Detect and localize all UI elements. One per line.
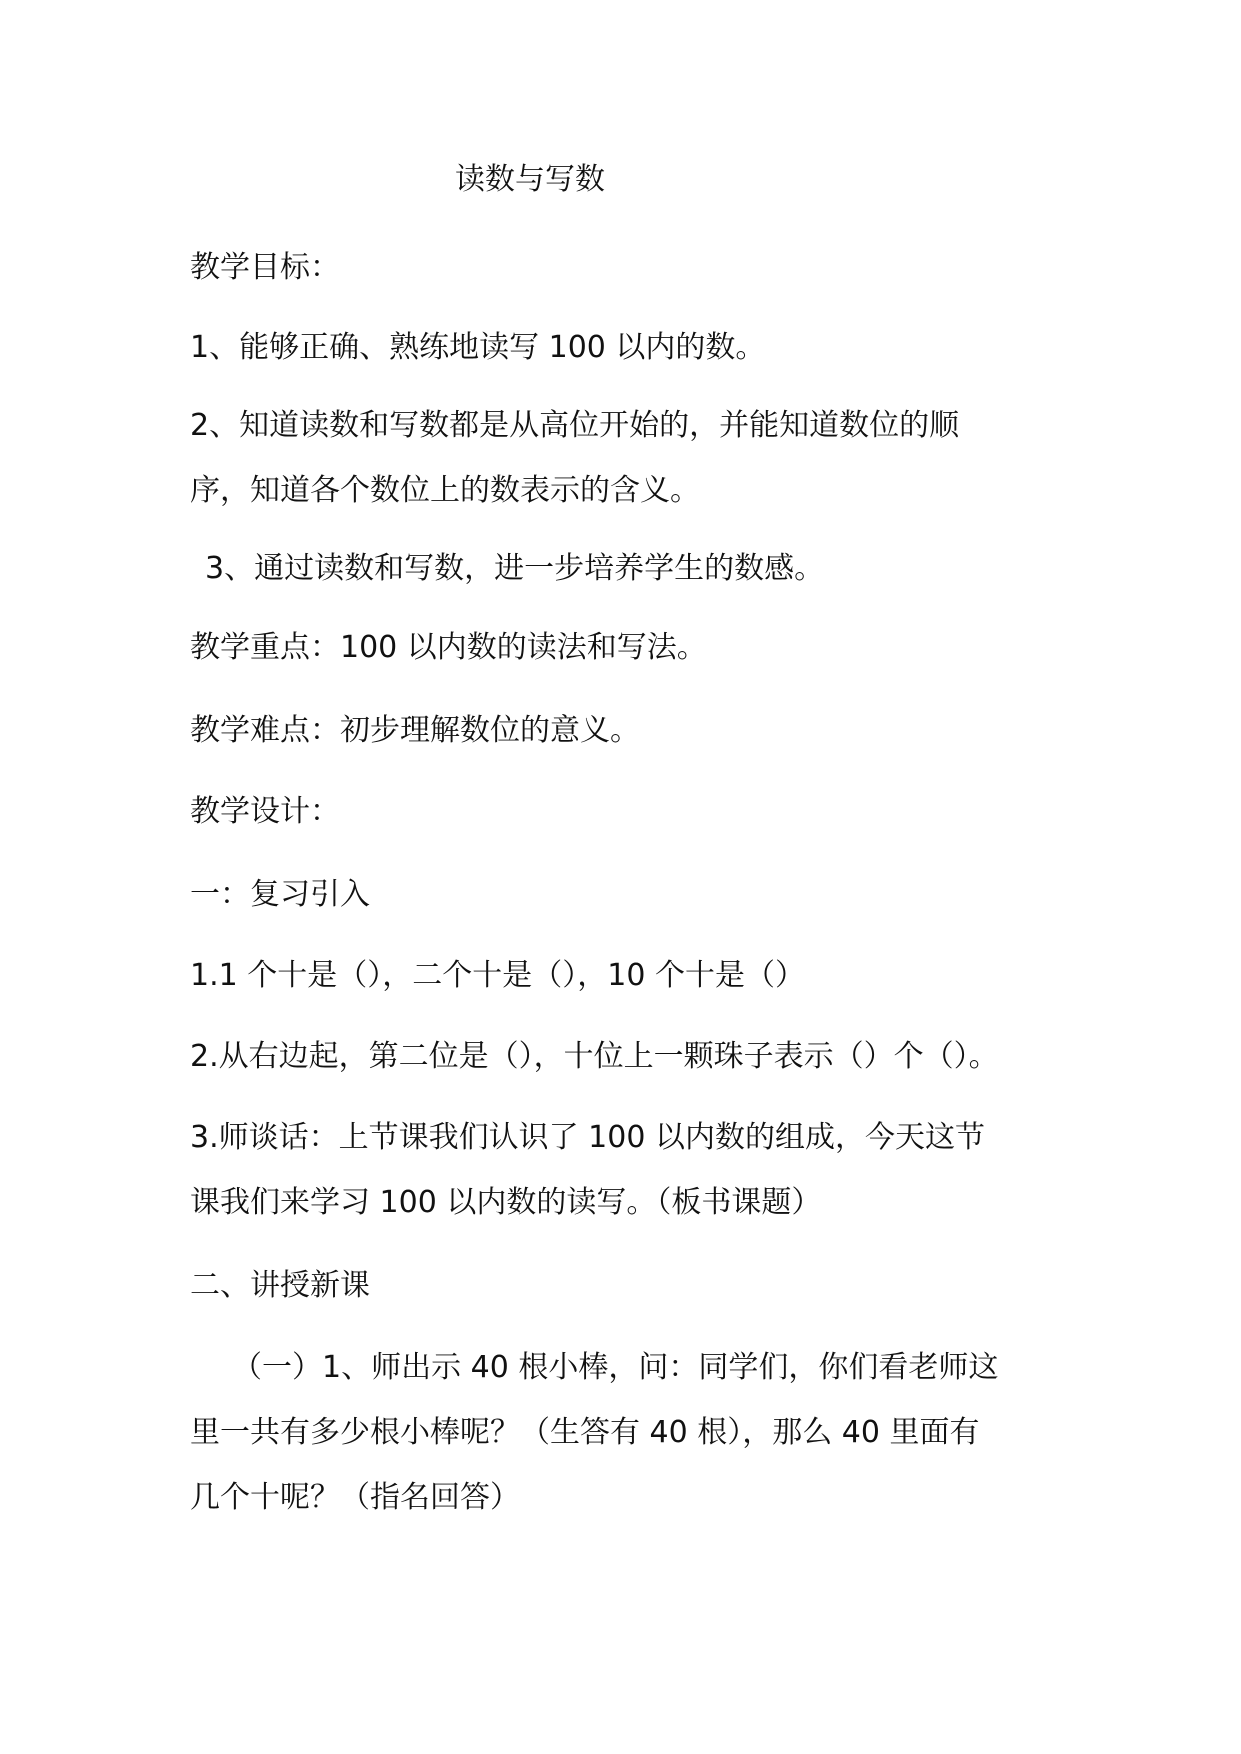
difficulty: 教学难点：初步理解数位的意义。 [190,713,640,748]
key-point: 教学重点：100 以内数的读法和写法。 [190,630,707,665]
objective-2-line-2: 序，知道各个数位上的数表示的含义。 [190,473,700,508]
new-lesson-line-1: （一）1、师出示 40 根小棒，问：同学们，你们看老师这 [232,1350,999,1385]
review-question-3-line-1: 3.师谈话：上节课我们认识了 100 以内数的组成，今天这节 [190,1120,985,1155]
document-title: 读数与写数 [455,162,605,197]
objective-2-line-1: 2、知道读数和写数都是从高位开始的，并能知道数位的顺 [190,408,960,443]
review-question-2: 2.从右边起，第二位是（），十位上一颗珠子表示（）个（）。 [190,1039,999,1074]
review-question-3-line-2: 课我们来学习 100 以内数的读写。（板书课题） [190,1185,822,1220]
section-1-heading: 一：复习引入 [190,877,370,912]
review-question-1: 1.1 个十是（），二个十是（），10 个十是（） [190,958,805,993]
objectives-heading: 教学目标： [190,250,340,285]
new-lesson-line-3: 几个十呢？（指名回答） [190,1480,520,1515]
objective-1: 1、能够正确、熟练地读写 100 以内的数。 [190,330,766,365]
new-lesson-line-2: 里一共有多少根小棒呢？（生答有 40 根），那么 40 里面有 [190,1415,980,1450]
section-2-heading: 二、讲授新课 [190,1268,370,1303]
design-heading: 教学设计： [190,794,340,829]
objective-3: 3、通过读数和写数，进一步培养学生的数感。 [205,551,825,586]
